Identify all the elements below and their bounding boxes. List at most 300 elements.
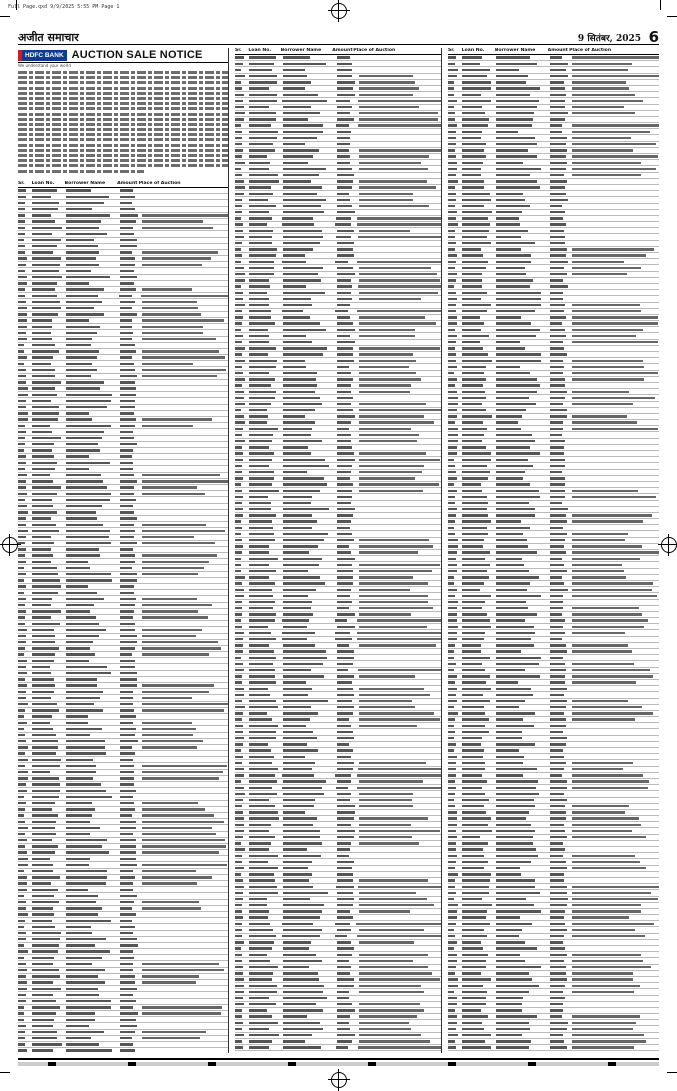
- table-cell: [120, 517, 137, 519]
- auction-place-text: [572, 811, 625, 813]
- table-cell: [66, 214, 110, 216]
- table-cell: [249, 879, 275, 881]
- table-cell: [283, 718, 310, 720]
- table-cell: [32, 1006, 60, 1008]
- table-cell: [462, 100, 492, 102]
- table-cell: [120, 678, 137, 680]
- table-cell: [283, 409, 315, 411]
- table-cell: [462, 63, 480, 65]
- table-cell: [283, 688, 312, 690]
- table-cell: [496, 527, 530, 529]
- table-cell: [448, 211, 457, 213]
- table-cell: [32, 610, 61, 612]
- auction-place-text: [142, 870, 197, 872]
- table-cell: [448, 1028, 456, 1030]
- table-cell: [283, 285, 306, 287]
- table-cell: [32, 227, 62, 229]
- table-cell: [496, 360, 541, 362]
- table-cell: [550, 471, 562, 473]
- table-cell: [448, 471, 456, 473]
- table-cell: [18, 499, 25, 501]
- table-cell: [462, 725, 485, 727]
- table-cell: [32, 957, 54, 959]
- table-cell: [249, 793, 277, 795]
- column-header: Loan No.: [32, 181, 65, 187]
- table-cell: [18, 554, 25, 556]
- table-cell: [462, 1046, 491, 1048]
- table-cell: [496, 397, 529, 399]
- table-cell: [283, 595, 308, 597]
- auction-place-text: [359, 483, 439, 485]
- table-cell: [448, 1040, 455, 1042]
- table-cell: [235, 496, 243, 498]
- table-cell: [335, 310, 348, 312]
- table-cell: [235, 520, 241, 522]
- table-cell: [66, 326, 100, 328]
- table-cell: [32, 703, 57, 705]
- table-cell: [32, 288, 55, 290]
- auction-place-text: [359, 490, 423, 492]
- table-cell: [283, 316, 310, 318]
- table-cell: [337, 1034, 355, 1036]
- table-cell: [462, 805, 484, 807]
- table-cell: [337, 409, 354, 411]
- table-cell: [249, 545, 269, 547]
- table-cell: [448, 991, 454, 993]
- table-cell: [32, 1019, 54, 1021]
- table-cell: [66, 975, 98, 977]
- table-cell: [550, 372, 563, 374]
- table-cell: [496, 681, 518, 683]
- table-cell: [32, 1037, 57, 1039]
- table-cell: [337, 421, 351, 423]
- table-cell: [448, 681, 455, 683]
- table-cell: [120, 697, 133, 699]
- table-cell: [235, 898, 243, 900]
- auction-place-text: [359, 842, 419, 844]
- table-cell: [249, 310, 271, 312]
- table-cell: [448, 75, 457, 77]
- table-cell: [448, 978, 458, 980]
- table-cell: [235, 688, 244, 690]
- table-cell: [337, 428, 349, 430]
- table-cell: [462, 434, 484, 436]
- table-cell: [283, 533, 328, 535]
- table-cell: [235, 446, 242, 448]
- table-cell: [462, 768, 485, 770]
- table-cell: [120, 641, 137, 643]
- table-cell: [120, 610, 134, 612]
- table-cell: [32, 387, 55, 389]
- auction-place-text: [142, 1012, 221, 1014]
- auction-place-text: [142, 876, 212, 878]
- table-cell: [337, 830, 355, 832]
- table-cell: [32, 307, 61, 309]
- table-cell: [462, 935, 487, 937]
- table-cell: [120, 889, 133, 891]
- auction-place-text: [359, 817, 428, 819]
- table-cell: [337, 898, 354, 900]
- table-cell: [249, 817, 279, 819]
- table-cell: [120, 400, 135, 402]
- table-cell: [66, 876, 107, 878]
- table-cell: [496, 991, 529, 993]
- table-cell: [496, 199, 525, 201]
- table-cell: [32, 808, 52, 810]
- table-cell: [337, 322, 353, 324]
- auction-place-text: [142, 653, 209, 655]
- auction-place-text: [358, 124, 441, 126]
- table-cell: [448, 248, 455, 250]
- table-cell: [462, 131, 482, 133]
- table-cell: [18, 1025, 26, 1027]
- table-cell: [550, 304, 565, 306]
- table-cell: [235, 787, 244, 789]
- table-cell: [18, 752, 25, 754]
- table-cell: [120, 765, 134, 767]
- table-cell: [32, 338, 52, 340]
- table-cell: [235, 360, 245, 362]
- table-cell: [32, 536, 51, 538]
- table-cell: [235, 570, 241, 572]
- table-cell: [249, 155, 267, 157]
- table-cell: [496, 657, 541, 659]
- table-cell: [550, 409, 567, 411]
- table-cell: [462, 539, 484, 541]
- table-cell: [448, 929, 454, 931]
- table-cell: [249, 718, 272, 720]
- table-cell: [550, 149, 567, 151]
- table-cell: [462, 459, 491, 461]
- table-cell: [496, 904, 534, 906]
- intro-text-line: [18, 149, 228, 152]
- table-cell: [283, 910, 322, 912]
- table-cell: [496, 186, 540, 188]
- table-cell: [249, 923, 270, 925]
- table-cell: [249, 242, 272, 244]
- table-cell: [235, 162, 245, 164]
- table-cell: [235, 292, 243, 294]
- table-cell: [496, 824, 531, 826]
- crop-mark: [667, 1072, 677, 1073]
- table-cell: [448, 756, 457, 758]
- table-cell: [120, 592, 134, 594]
- table-cell: [337, 718, 349, 720]
- table-cell: [32, 1012, 56, 1014]
- table-cell: [550, 496, 565, 498]
- auction-place-text: [359, 570, 432, 572]
- table-cell: [448, 254, 457, 256]
- auction-place-text: [359, 706, 415, 708]
- column-header: Sr.: [448, 48, 462, 54]
- table-cell: [462, 551, 490, 553]
- table-cell: [462, 347, 483, 349]
- table-cell: [18, 567, 24, 569]
- table-cell: [337, 780, 351, 782]
- table-cell: [448, 947, 454, 949]
- auction-place-text: [359, 589, 410, 591]
- table-cell: [66, 981, 105, 983]
- table-cell: [550, 700, 567, 702]
- table-cell: [283, 947, 309, 949]
- table-cell: [32, 350, 59, 352]
- table-cell: [550, 211, 565, 213]
- table-cell: [66, 1019, 95, 1021]
- table-cell: [235, 69, 241, 71]
- table-cell: [18, 493, 27, 495]
- table-cell: [249, 830, 269, 832]
- table-cell: [249, 471, 274, 473]
- table-cell: [283, 737, 317, 739]
- auction-place-text: [359, 415, 424, 417]
- table-cell: [550, 768, 564, 770]
- table-cell: [249, 143, 273, 145]
- table-cell: [496, 1003, 522, 1005]
- table-cell: [448, 607, 457, 609]
- table-cell: [120, 313, 137, 315]
- table-cell: [283, 131, 323, 133]
- table-cell: [249, 124, 271, 126]
- table-cell: [462, 112, 485, 114]
- table-cell: [448, 570, 457, 572]
- table-cell: [18, 839, 27, 841]
- table-cell: [235, 910, 242, 912]
- auction-place-text: [142, 610, 198, 612]
- table-cell: [120, 1049, 135, 1051]
- auction-place-text: [142, 418, 212, 420]
- table-cell: [235, 551, 242, 553]
- table-cell: [32, 449, 52, 451]
- table-cell: [235, 650, 243, 652]
- table-cell: [550, 799, 567, 801]
- table-cell: [66, 709, 103, 711]
- table-cell: [235, 947, 241, 949]
- table-cell: [550, 254, 566, 256]
- table-cell: [448, 873, 458, 875]
- table-cell: [249, 112, 276, 114]
- auction-place-text: [359, 780, 423, 782]
- table-cell: [235, 985, 244, 987]
- table-cell: [18, 270, 25, 272]
- table-cell: [462, 972, 481, 974]
- table-cell: [283, 607, 311, 609]
- auction-place-text: [572, 112, 635, 114]
- table-cell: [462, 886, 489, 888]
- table-cell: [249, 725, 278, 727]
- table-cell: [32, 437, 61, 439]
- table-cell: [448, 805, 455, 807]
- table-cell: [283, 1034, 312, 1036]
- table-cell: [496, 743, 535, 745]
- table-cell: [249, 477, 274, 479]
- table-cell: [249, 762, 272, 764]
- table-cell: [235, 261, 241, 263]
- table-cell: [448, 582, 454, 584]
- table-cell: [32, 486, 61, 488]
- table-cell: [283, 576, 320, 578]
- auction-place-text: [572, 595, 657, 597]
- notice-header: [18, 48, 228, 63]
- table-cell: [550, 558, 562, 560]
- table-cell: [462, 836, 480, 838]
- table-cell: [496, 223, 520, 225]
- table-cell: [462, 211, 492, 213]
- auction-place-text: [359, 292, 438, 294]
- table-cell: [32, 499, 52, 501]
- table-cell: [336, 100, 351, 102]
- table-cell: [283, 830, 320, 832]
- auction-place-text: [572, 415, 627, 417]
- table-cell: [66, 344, 91, 346]
- table-cell: [18, 932, 26, 934]
- auction-place-text: [142, 864, 227, 866]
- table-cell: [18, 282, 27, 284]
- table-cell: [249, 1022, 278, 1024]
- table-cell: [32, 493, 57, 495]
- table-cell: [18, 827, 28, 829]
- table-cell: [120, 542, 137, 544]
- table-cell: [32, 301, 60, 303]
- table-cell: [550, 589, 568, 591]
- table-cell: [249, 756, 274, 758]
- table-cell: [336, 787, 349, 789]
- table-cell: [496, 304, 541, 306]
- table-cell: [496, 910, 541, 912]
- table-cell: [32, 994, 53, 996]
- table-cell: [496, 465, 533, 467]
- table-cell: [32, 517, 51, 519]
- auction-place-text: [142, 227, 213, 229]
- table-cell: [32, 734, 56, 736]
- table-cell: [283, 112, 320, 114]
- auction-place-text: [359, 879, 428, 881]
- table-cell: [235, 638, 243, 640]
- table-cell: [283, 477, 324, 479]
- table-cell: [448, 638, 457, 640]
- table-cell: [66, 493, 111, 495]
- auction-place-text: [357, 774, 441, 776]
- table-cell: [496, 669, 525, 671]
- auction-place-text: [357, 632, 441, 634]
- auction-place-text: [359, 155, 429, 157]
- auction-place-text: [358, 768, 441, 770]
- table-cell: [120, 808, 135, 810]
- table-cell: [283, 446, 308, 448]
- table-cell: [18, 387, 28, 389]
- table-cell: [32, 821, 56, 823]
- table-cell: [283, 421, 315, 423]
- table-cell: [18, 709, 25, 711]
- auction-place-text: [572, 329, 643, 331]
- table-cell: [448, 855, 457, 857]
- table-cell: [120, 926, 135, 928]
- intro-text-line: [18, 107, 228, 110]
- table-cell: [66, 672, 111, 674]
- table-cell: [462, 985, 483, 987]
- table-cell: [496, 124, 533, 126]
- table-cell: [235, 304, 245, 306]
- table-cell: [18, 913, 28, 915]
- table-cell: [550, 384, 566, 386]
- table-cell: [235, 582, 242, 584]
- table-cell: [496, 644, 534, 646]
- table-cell: [496, 582, 530, 584]
- table-cell: [32, 691, 54, 693]
- table-cell: [496, 787, 536, 789]
- table-cell: [283, 514, 312, 516]
- table-cell: [496, 100, 539, 102]
- table-cell: [496, 749, 519, 751]
- table-cell: [283, 94, 318, 96]
- table-cell: [18, 734, 25, 736]
- table-cell: [283, 75, 307, 77]
- table-cell: [448, 768, 456, 770]
- table-cell: [18, 431, 26, 433]
- table-cell: [32, 406, 59, 408]
- table-cell: [66, 220, 101, 222]
- table-cell: [337, 681, 352, 683]
- auction-place-text: [572, 520, 643, 522]
- table-cell: [462, 650, 481, 652]
- table-cell: [32, 276, 62, 278]
- table-cell: [249, 452, 274, 454]
- table-cell: [283, 589, 316, 591]
- table-cell: [462, 824, 488, 826]
- table-cell: [18, 585, 26, 587]
- table-cell: [448, 663, 456, 665]
- table-cell: [337, 855, 350, 857]
- table-cell: [235, 415, 244, 417]
- auction-place-text: [359, 205, 429, 207]
- auction-place-text: [142, 882, 197, 884]
- table-cell: [337, 607, 349, 609]
- table-cell: [120, 350, 136, 352]
- table-cell: [66, 691, 103, 693]
- intro-text-line: [18, 81, 228, 84]
- table-cell: [249, 712, 267, 714]
- table-cell: [462, 372, 484, 374]
- table-cell: [235, 490, 242, 492]
- table-cell: [249, 391, 276, 393]
- auction-place-text: [572, 830, 632, 832]
- table-cell: [249, 415, 268, 417]
- auction-place-text: [572, 929, 635, 931]
- table-cell: [235, 1022, 243, 1024]
- table-cell: [66, 505, 102, 507]
- table-cell: [235, 56, 244, 58]
- table-cell: [235, 675, 242, 677]
- table-cell: [282, 223, 314, 225]
- crop-mark: [660, 0, 661, 10]
- auction-place-text: [359, 193, 413, 195]
- table-cell: [120, 381, 135, 383]
- table-cell: [496, 675, 540, 677]
- table-cell: [32, 715, 52, 717]
- table-cell: [550, 106, 565, 108]
- table-cell: [18, 653, 24, 655]
- auction-place-text: [359, 910, 410, 912]
- auction-place-text: [572, 589, 652, 591]
- table-cell: [462, 366, 486, 368]
- table-cell: [249, 69, 272, 71]
- table-cell: [18, 227, 25, 229]
- table-cell: [496, 310, 535, 312]
- table-cell: [18, 412, 28, 414]
- table-cell: [448, 632, 457, 634]
- table-cell: [120, 783, 134, 785]
- table-cell: [283, 941, 311, 943]
- registration-mark-icon: [2, 537, 18, 553]
